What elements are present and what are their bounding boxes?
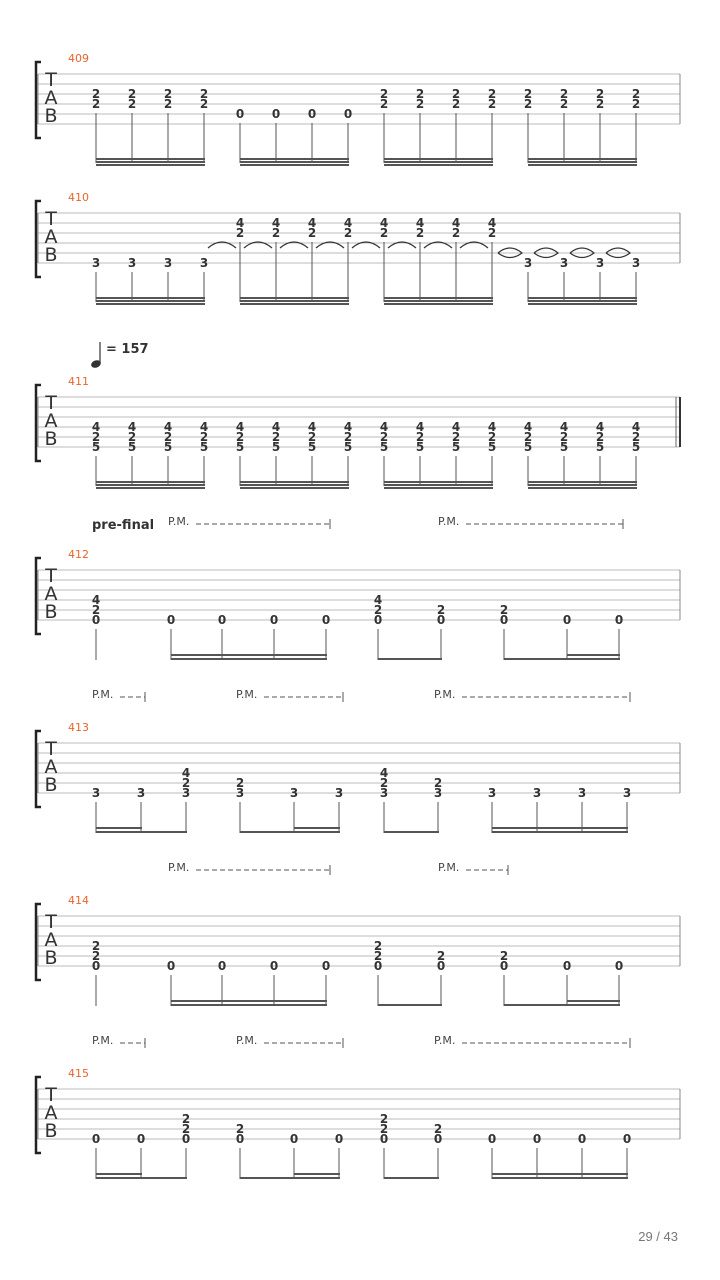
fret-number: 0 [269,613,279,627]
tab-clef-letter: A [44,929,58,951]
beam [240,487,349,489]
beam [567,654,620,656]
fret-number: 4 [595,420,605,434]
palm-mute-label: P.M. [168,515,190,528]
beam [96,487,205,489]
tab-system [36,861,680,1006]
fret-number: 4 [235,216,245,230]
tab-clef-letter: B [44,105,58,127]
fret-number: 0 [321,613,331,627]
beam [528,300,637,302]
fret-number: 2 [559,87,569,101]
palm-mute-label: P.M. [168,861,190,874]
beam [504,1004,620,1006]
fret-number: 3 [523,256,533,270]
fret-number: 0 [433,1132,443,1146]
beam [384,158,493,160]
fret-number: 4 [91,420,101,434]
beam [384,481,493,483]
fret-number: 2 [373,949,383,963]
fret-number: 5 [415,440,425,454]
fret-number: 2 [199,430,209,444]
fret-number: 2 [127,87,137,101]
fret-number: 3 [91,786,101,800]
fret-number: 2 [559,97,569,111]
beam [492,827,628,829]
tab-clef-letter: A [44,410,58,432]
tab-clef-letter: B [44,244,58,266]
tab-clef-letter: A [44,756,58,778]
beam [384,164,493,166]
beam [96,303,205,305]
fret-number: 5 [235,440,245,454]
fret-number: 0 [343,107,353,121]
beam [492,1177,628,1179]
fret-number: 0 [373,959,383,973]
beam [96,161,205,163]
fret-number: 3 [559,256,569,270]
beam [240,158,349,160]
fret-number: 2 [595,97,605,111]
fret-number: 0 [235,107,245,121]
palm-mute-label: P.M. [236,688,258,701]
section-label: pre-final [92,518,155,533]
beam [240,484,349,486]
fret-number: 0 [622,1132,632,1146]
fret-number: 2 [379,430,389,444]
beam [96,481,205,483]
tab-clef-letter: A [44,226,58,248]
beam [240,481,349,483]
fret-number: 0 [269,959,279,973]
beam [240,161,349,163]
fret-number: 2 [451,226,461,240]
fret-number: 2 [163,97,173,111]
tab-clef-letter: T [45,1084,57,1106]
beam [96,297,205,299]
tab-clef-letter: B [44,774,58,796]
fret-number: 2 [487,87,497,101]
measure-number: 411 [68,375,89,388]
fret-number: 2 [181,1122,191,1136]
fret-number: 2 [433,776,443,790]
tab-clef-letter: T [45,565,57,587]
fret-number: 0 [614,613,624,627]
fret-number: 0 [321,959,331,973]
tab-system [36,1034,680,1179]
tab-system [36,515,680,660]
fret-number: 5 [91,440,101,454]
fret-number: 4 [91,593,101,607]
beam [384,831,439,833]
fret-number: 2 [127,430,137,444]
fret-number: 4 [487,216,497,230]
fret-number: 2 [451,87,461,101]
beam [492,831,628,833]
beam [378,1004,442,1006]
beam [384,1177,439,1179]
fret-number: 5 [595,440,605,454]
fret-number: 2 [373,603,383,617]
fret-number: 5 [127,440,137,454]
fret-number: 0 [499,959,509,973]
fret-number: 0 [217,613,227,627]
fret-number: 2 [235,226,245,240]
fret-number: 2 [235,776,245,790]
fret-number: 2 [271,226,281,240]
fret-number: 4 [343,216,353,230]
fret-number: 2 [451,97,461,111]
fret-number: 0 [166,959,176,973]
beam [384,303,493,305]
fret-number: 3 [631,256,641,270]
fret-number: 3 [487,786,497,800]
fret-number: 0 [562,613,572,627]
fret-number: 2 [379,226,389,240]
palm-mute-label: P.M. [92,688,114,701]
beam [240,164,349,166]
palm-mute-label: P.M. [438,515,460,528]
beam [384,297,493,299]
beam [96,1177,187,1179]
fret-number: 4 [343,420,353,434]
tab-system [36,342,680,489]
fret-number: 2 [523,97,533,111]
fret-number: 3 [181,786,191,800]
beam [528,297,637,299]
fret-number: 3 [622,786,632,800]
palm-mute-label: P.M. [434,688,456,701]
fret-number: 2 [415,97,425,111]
fret-number: 0 [577,1132,587,1146]
beam [240,303,349,305]
fret-number: 0 [235,1132,245,1146]
fret-number: 2 [373,939,383,953]
fret-number: 4 [559,420,569,434]
fret-number: 0 [91,613,101,627]
beam [96,158,205,160]
tab-clef-letter: B [44,947,58,969]
fret-number: 4 [307,420,317,434]
beam [384,484,493,486]
tempo-marking: = 157 [106,342,149,357]
page-indicator: 29 / 43 [638,1229,678,1244]
fret-number: 0 [614,959,624,973]
fret-number: 5 [523,440,533,454]
fret-number: 2 [307,430,317,444]
fret-number: 0 [307,107,317,121]
fret-number: 4 [127,420,137,434]
fret-number: 3 [289,786,299,800]
tab-clef-letter: B [44,1120,58,1142]
beam [528,158,637,160]
fret-number: 0 [499,613,509,627]
fret-number: 2 [523,430,533,444]
fret-number: 2 [487,226,497,240]
fret-number: 2 [91,87,101,101]
fret-number: 4 [199,420,209,434]
beam [528,161,637,163]
fret-number: 2 [415,430,425,444]
fret-number: 0 [91,959,101,973]
beam [294,1173,340,1175]
fret-number: 2 [91,430,101,444]
beam [240,297,349,299]
tab-clef-letter: T [45,738,57,760]
fret-number: 0 [436,613,446,627]
measure-number: 414 [68,894,89,907]
fret-number: 2 [451,430,461,444]
fret-number: 4 [487,420,497,434]
fret-number: 2 [379,1122,389,1136]
fret-number: 2 [379,1112,389,1126]
fret-number: 2 [415,87,425,101]
fret-number: 2 [235,430,245,444]
fret-number: 0 [166,613,176,627]
fret-number: 0 [532,1132,542,1146]
fret-number: 4 [451,420,461,434]
tab-clef-letter: A [44,1102,58,1124]
fret-number: 3 [577,786,587,800]
fret-number: 3 [235,786,245,800]
fret-number: 2 [91,949,101,963]
beam [240,1177,340,1179]
beam [96,827,142,829]
fret-number: 2 [523,87,533,101]
fret-number: 0 [91,1132,101,1146]
measure-number: 409 [68,52,89,65]
fret-number: 5 [559,440,569,454]
fret-number: 4 [181,766,191,780]
beam [384,300,493,302]
fret-number: 3 [379,786,389,800]
fret-number: 2 [271,430,281,444]
fret-number: 2 [631,430,641,444]
palm-mute-label: P.M. [236,1034,258,1047]
palm-mute-label: P.M. [434,1034,456,1047]
fret-number: 5 [199,440,209,454]
fret-number: 2 [235,1122,245,1136]
fret-number: 0 [436,959,446,973]
fret-number: 4 [163,420,173,434]
beam [504,658,620,660]
fret-number: 0 [562,959,572,973]
beam [528,487,637,489]
beam [171,1000,327,1002]
fret-number: 4 [271,420,281,434]
fret-number: 2 [436,949,446,963]
fret-number: 2 [436,603,446,617]
fret-number: 3 [433,786,443,800]
beam [384,487,493,489]
fret-number: 0 [487,1132,497,1146]
fret-number: 2 [499,949,509,963]
fret-number: 2 [181,776,191,790]
fret-number: 0 [217,959,227,973]
fret-number: 5 [379,440,389,454]
beam [171,1004,327,1006]
fret-number: 5 [631,440,641,454]
fret-number: 2 [91,939,101,953]
fret-number: 2 [415,226,425,240]
fret-number: 2 [379,87,389,101]
fret-number: 2 [379,97,389,111]
beam [171,658,327,660]
fret-number: 3 [163,256,173,270]
beam [96,831,187,833]
beam [528,484,637,486]
fret-number: 0 [271,107,281,121]
fret-number: 4 [415,216,425,230]
tab-clef-letter: T [45,69,57,91]
fret-number: 5 [271,440,281,454]
measure-number: 412 [68,548,89,561]
beam [528,481,637,483]
beam [378,658,442,660]
fret-number: 5 [451,440,461,454]
measure-number: 410 [68,191,89,204]
fret-number: 2 [631,87,641,101]
fret-number: 4 [235,420,245,434]
beam [492,1173,628,1175]
fret-number: 2 [127,97,137,111]
beam [96,484,205,486]
tab-clef-letter: B [44,428,58,450]
fret-number: 2 [163,430,173,444]
fret-number: 2 [199,87,209,101]
fret-number: 2 [379,776,389,790]
beam [96,1173,142,1175]
measure-number: 415 [68,1067,89,1080]
fret-number: 2 [199,97,209,111]
fret-number: 4 [451,216,461,230]
fret-number: 0 [289,1132,299,1146]
palm-mute-label: P.M. [438,861,460,874]
fret-number: 2 [487,430,497,444]
fret-number: 5 [487,440,497,454]
fret-number: 4 [373,593,383,607]
measure-number: 413 [68,721,89,734]
fret-number: 0 [334,1132,344,1146]
fret-number: 4 [415,420,425,434]
beam [171,654,327,656]
fret-number: 4 [379,420,389,434]
fret-number: 3 [136,786,146,800]
fret-number: 2 [595,87,605,101]
fret-number: 2 [343,226,353,240]
fret-number: 2 [433,1122,443,1136]
beam [528,303,637,305]
fret-number: 4 [307,216,317,230]
fret-number: 0 [136,1132,146,1146]
tab-clef-letter: A [44,583,58,605]
fret-number: 0 [181,1132,191,1146]
beam [384,161,493,163]
beam [96,164,205,166]
fret-number: 3 [532,786,542,800]
tab-system [36,191,680,305]
fret-number: 2 [163,87,173,101]
fret-number: 5 [343,440,353,454]
beam [294,827,340,829]
fret-number: 3 [127,256,137,270]
fret-number: 4 [379,766,389,780]
tab-clef-letter: T [45,392,57,414]
beam [240,831,340,833]
tab-system [36,52,680,166]
fret-number: 2 [91,97,101,111]
fret-number: 2 [595,430,605,444]
fret-number: 2 [307,226,317,240]
tab-clef-letter: B [44,601,58,623]
fret-number: 0 [373,613,383,627]
fret-number: 2 [91,603,101,617]
fret-number: 4 [271,216,281,230]
tab-system [36,688,680,833]
fret-number: 2 [499,603,509,617]
fret-number: 0 [379,1132,389,1146]
fret-number: 3 [199,256,209,270]
fret-number: 2 [343,430,353,444]
beam [240,300,349,302]
fret-number: 4 [523,420,533,434]
tab-clef-letter: T [45,208,57,230]
fret-number: 3 [91,256,101,270]
fret-number: 2 [181,1112,191,1126]
fret-number: 2 [559,430,569,444]
beam [567,1000,620,1002]
fret-number: 5 [307,440,317,454]
tab-clef-letter: A [44,87,58,109]
palm-mute-label: P.M. [92,1034,114,1047]
tab-clef-letter: T [45,911,57,933]
fret-number: 4 [631,420,641,434]
fret-number: 2 [631,97,641,111]
fret-number: 2 [487,97,497,111]
fret-number: 5 [163,440,173,454]
beam [528,164,637,166]
beam [96,300,205,302]
fret-number: 4 [379,216,389,230]
fret-number: 3 [334,786,344,800]
fret-number: 3 [595,256,605,270]
